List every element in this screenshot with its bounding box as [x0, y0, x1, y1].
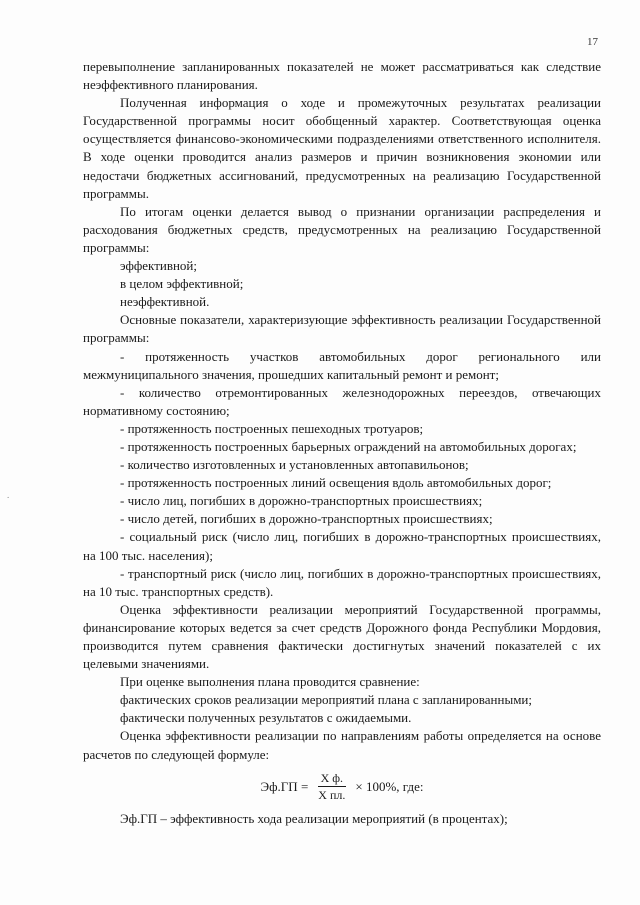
- paragraph: - социальный риск (число лиц, погибших в дорожно-транспортных происшествиях, на 100 тыс. населения);: [83, 529, 601, 563]
- paragraph: - протяженность участков автомобильных дорог регионального или межмуниципального значения, прошедших капитальный ремонт и ремонт;: [83, 348, 601, 382]
- paragraph: - число лиц, погибших в дорожно-транспортных происшествиях;: [120, 493, 483, 509]
- paragraph: фактически полученных результатов с ожидаемыми.: [120, 710, 412, 726]
- margin-mark: .: [7, 490, 10, 500]
- paragraph: - протяженность построенных барьерных ограждений на автомобильных дорогах;: [120, 438, 577, 454]
- paragraph: - количество отремонтированных железнодорожных переездов, отвечающих нормативному состоянию;: [83, 384, 601, 418]
- paragraph-list: [83, 58, 601, 764]
- formula-fraction: [315, 771, 348, 802]
- formula-numerator: X ф.: [318, 771, 346, 787]
- paragraph: Основные показатели, характеризующие эффективность реализации Государственной программы:: [83, 312, 601, 346]
- paragraph: - число детей, погибших в дорожно-транспортных происшествиях;: [120, 511, 493, 527]
- paragraph: Оценка эффективности реализации по направлениям работы определяется на основе расчетов по следующей формуле:: [83, 728, 601, 762]
- paragraph: При оценке выполнения плана проводится сравнение:: [120, 674, 420, 690]
- formula-rhs: × 100%, где:: [355, 778, 424, 794]
- paragraph: По итогам оценки делается вывод о признании организации распределения и расходования бюджетных средств, предусмотренных на реализацию Государственной программы:: [83, 203, 601, 255]
- page-number: 17: [587, 36, 598, 48]
- paragraph: - транспортный риск (число лиц, погибших в дорожно-транспортных происшествиях, на 10 тыс. транспортных средств).: [83, 565, 601, 599]
- paragraph: Полученная информация о ходе и промежуточных результатах реализации Государственной программы носит обобщенный характер. Соответствующая оценка осуществляется финансово-экономическими подразделениями ответственного исполнителя. В ходе оценки проводится анализ размеров и причин возникновения экономии или недостачи бюджетных ассигнований, предусмотренных на реализацию Государственной программы.: [83, 95, 601, 201]
- formula-definition: Эф.ГП – эффективность хода реализации мероприятий (в процентах);: [120, 810, 508, 826]
- paragraph: в целом эффективной;: [120, 276, 244, 292]
- paragraph: эффективной;: [120, 258, 197, 274]
- paragraph: неэффективной.: [120, 294, 210, 310]
- paragraph: Оценка эффективности реализации мероприятий Государственной программы, финансирование которых ведется за счет средств Дорожного фонда Республики Мордовия, производится путем сравнения фактически достигнутых значений показателей с их целевыми значениями.: [83, 601, 601, 672]
- paragraph: - количество изготовленных и установленных автопавильонов;: [120, 457, 469, 473]
- paragraph: перевыполнение запланированных показателей не может рассматриваться как следствие неэффективного планирования.: [83, 59, 601, 93]
- paragraph: - протяженность построенных линий освещения вдоль автомобильных дорог;: [120, 475, 552, 491]
- formula-lhs: Эф.ГП =: [260, 778, 309, 794]
- document-body: [83, 58, 601, 828]
- paragraph: - протяженность построенных пешеходных тротуаров;: [120, 420, 424, 436]
- efficiency-formula: [83, 764, 601, 810]
- paragraph: фактических сроков реализации мероприятий плана с запланированными;: [120, 692, 532, 708]
- formula-denominator: X пл.: [318, 788, 346, 803]
